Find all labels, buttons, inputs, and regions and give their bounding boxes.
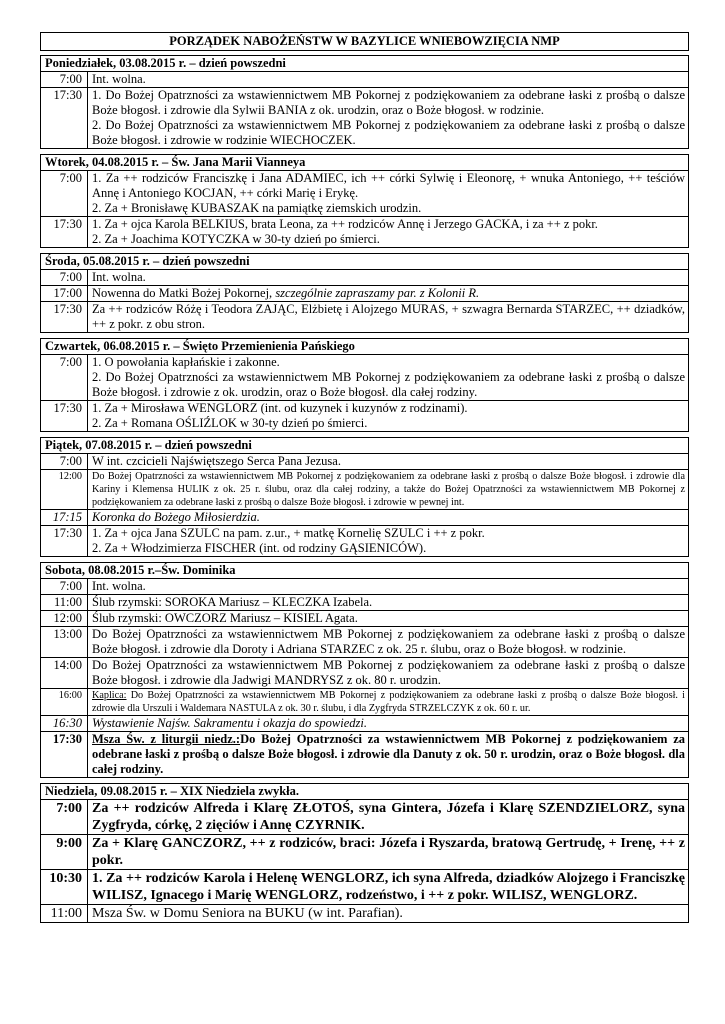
mass-time: 12:00 <box>41 470 88 509</box>
intention-line: 2. Za + Bronisławę KUBASZAK na pamiątkę ziemskich urodzin. <box>92 201 422 215</box>
mass-time: 17:30 <box>41 401 88 431</box>
intention-line: 1. Za + ojca Karola BELKIUS, brata Leona, za ++ rodziców Annę i Jerzego GACKA, i za ++ z pokr. <box>92 217 598 231</box>
intention-line: Do Bożej Opatrzności za wstawiennictwem MB Pokornej z podziękowaniem za odebrane łaski z prośbą o dalsze Boże błogosł. i zdrowie dla Kariny i Klemensa HULIK z ok. 25 r. ślubu, oraz dla całej rodziny, a także do Bożej Opatrzności za wstawiennictwem MB Pokornej z podziękowaniem za odebrane łaski z prośbą o dalsze Boże błogosł. i zdrowie w pewnej int. <box>92 471 685 508</box>
mass-intention <box>88 689 688 715</box>
day-header: Piątek, 07.08.2015 r. – dzień powszedni <box>41 438 688 454</box>
intention-line: Za ++ rodziców Różę i Teodora ZAJĄC, Elżbietę i Alojzego MURAS, + szwagra Bernarda STARZEC, ++ dziadków, ++ z pokr. z obu stron. <box>92 302 685 331</box>
day-monday <box>40 55 689 149</box>
mass-time: 7:00 <box>41 171 88 216</box>
novena-text: Nowenna do Matki Bożej Pokornej, <box>92 286 276 300</box>
intention-line: Za ++ rodziców Alfreda i Klarę ZŁOTOŚ, syna Gintera, Józefa i Klarę SZENDZIELORZ, syna Zygfryda, córkę, 2 zięciów i Annę CZYRNIK. <box>92 801 685 833</box>
intention-line: 2. Za + Joachima KOTYCZKA w 30-ty dzień po śmierci. <box>92 232 380 246</box>
mass-intention <box>88 611 688 626</box>
mass-entry <box>41 716 688 732</box>
intention-line: 1. O powołania kapłańskie i zakonne. <box>92 355 280 369</box>
intention-line: Int. wolna. <box>92 270 146 284</box>
mass-time: 17:30 <box>41 88 88 148</box>
intention-line: 1. Za ++ rodziców Franciszkę i Jana ADAMIEC, ich ++ córki Sylwię i Eleonorę, + wnuka Antoniego, ++ teściów Annę i Antoniego KOCJAN, ++ córki Marię i Erykę. <box>92 171 685 200</box>
mass-intention <box>88 658 688 688</box>
mass-entry <box>41 627 688 658</box>
intention-line: Do Bożej Opatrzności za wstawiennictwem MB Pokornej z podziękowaniem za odebrane łaski z prośbą o dalsze Boże błogosł. i zdrowie dla Urszuli i Waldemara NASTULA z ok. 30 r. ślubu, i dla Zygfryda STRZELCZYK z ok. 60 r. ur. <box>92 690 685 714</box>
mass-entry <box>41 286 688 302</box>
mass-time: 17:30 <box>41 217 88 247</box>
intention-line: 2. Do Bożej Opatrzności za wstawiennictwem MB Pokornej z podziękowaniem za odebrane łaski z prośbą o dalsze Boże błogosł. i zdrowie w rodzinie WIECHOCZEK. <box>92 118 685 147</box>
mass-intention <box>88 835 688 869</box>
mass-intention <box>88 905 688 922</box>
mass-time: 7:00 <box>41 454 88 469</box>
mass-time: 12:00 <box>41 611 88 626</box>
mass-entry <box>41 88 688 149</box>
mass-time: 16:30 <box>41 716 88 731</box>
mass-intention <box>88 526 688 556</box>
mass-intention <box>88 302 688 332</box>
mass-intention <box>88 286 688 301</box>
mass-intention <box>88 579 688 594</box>
mass-intention <box>88 217 688 247</box>
intention-line: Wystawienie Najśw. Sakramentu i okazja do spowiedzi. <box>92 716 367 730</box>
intention-line: 2. Do Bożej Opatrzności za wstawiennictwem MB Pokornej z podziękowaniem za odebrane łaski z prośbą o dalsze Boże błogosł. i zdrowie z ok. urodzin, oraz o Boże błogosł. dla całej rodziny. <box>92 370 685 399</box>
mass-time: 17:30 <box>41 302 88 332</box>
day-header: Poniedziałek, 03.08.2015 r. – dzień powszedni <box>41 56 688 72</box>
mass-entry <box>41 835 688 870</box>
mass-time: 11:00 <box>41 905 88 922</box>
sunday-liturgy-label: Msza Św. z liturgii niedz.: <box>92 732 241 746</box>
mass-entry <box>41 72 688 88</box>
mass-time: 7:00 <box>41 800 88 834</box>
schedule-document <box>40 32 689 923</box>
intention-line: 1. Do Bożej Opatrzności za wstawiennictwem MB Pokornej z podziękowaniem za odebrane łaski z prośbą o dalsze Boże błogosł. i zdrowie dla Sylwii BANIA z ok. urodzin, oraz o Boże błogosł. w rodzinie. <box>92 88 685 117</box>
day-header: Wtorek, 04.08.2015 r. – Św. Jana Marii Vianneya <box>41 155 688 171</box>
mass-intention <box>88 510 688 525</box>
intention-line: Ślub rzymski: OWCZORZ Mariusz – KISIEL Agata. <box>92 611 358 625</box>
mass-entry <box>41 401 688 432</box>
mass-entry <box>41 732 688 778</box>
mass-intention <box>88 716 688 731</box>
day-tuesday <box>40 154 689 248</box>
mass-entry <box>41 905 688 923</box>
intention-line: Za + Klarę GANCZORZ, ++ z rodziców, braci: Józefa i Ryszarda, bratową Gertrudę, + Irenę, ++ z pokr. <box>92 836 685 868</box>
mass-time: 9:00 <box>41 835 88 869</box>
intention-line: 1. Za + ojca Jana SZULC na pam. z.ur., + matkę Kornelię SZULC i ++ z pokr. <box>92 526 485 540</box>
mass-time: 7:00 <box>41 355 88 400</box>
day-saturday <box>40 562 689 778</box>
mass-entry <box>41 270 688 286</box>
intention-line: Ślub rzymski: SOROKA Mariusz – KLECZKA Izabela. <box>92 595 373 609</box>
mass-intention <box>88 470 688 509</box>
day-thursday <box>40 338 689 432</box>
day-header: Sobota, 08.08.2015 r.–Św. Dominika <box>41 563 688 579</box>
novena-invitation: szczególnie zapraszamy par. z Kolonii R. <box>275 286 480 300</box>
mass-intention <box>88 454 688 469</box>
mass-intention <box>88 401 688 431</box>
mass-time: 17:30 <box>41 732 88 777</box>
mass-entry <box>41 302 688 333</box>
day-wednesday <box>40 253 689 333</box>
mass-time: 7:00 <box>41 270 88 285</box>
mass-intention <box>88 355 688 400</box>
intention-line: 1. Za ++ rodziców Karola i Helenę WENGLORZ, ich syna Alfreda, dziadków Alojzego i Franciszkę WILISZ, Ignacego i Marię WENGLORZ, rodzeństwo, i ++ z pokr. WILISZ, WENGLORZ. <box>92 871 685 903</box>
chapel-label: Kaplica: <box>92 690 127 701</box>
mass-time: 13:00 <box>41 627 88 657</box>
day-header: Niedziela, 09.08.2015 r. – XIX Niedziela zwykła. <box>41 784 688 800</box>
mass-entry <box>41 510 688 526</box>
mass-entry <box>41 870 688 905</box>
intention-line: Int. wolna. <box>92 72 146 86</box>
intention-line: Do Bożej Opatrzności za wstawiennictwem MB Pokornej z podziękowaniem za odebrane łaski z prośbą o dalsze Boże błogosł. i zdrowie dla Danuty z ok. 50 r. urodzin, oraz o Boże błogosł. dla całej rodziny. <box>92 732 685 776</box>
mass-intention <box>88 88 688 148</box>
mass-time: 10:30 <box>41 870 88 904</box>
mass-entry <box>41 217 688 248</box>
mass-entry <box>41 658 688 689</box>
mass-intention <box>88 732 688 777</box>
mass-time: 17:00 <box>41 286 88 301</box>
mass-intention <box>88 270 688 285</box>
mass-entry <box>41 611 688 627</box>
intention-line: W int. czcicieli Najświętszego Serca Pana Jezusa. <box>92 454 341 468</box>
day-friday <box>40 437 689 557</box>
intention-line: 2. Za + Włodzimierza FISCHER (int. od rodziny GĄSIENICÓW). <box>92 541 427 555</box>
document-title: PORZĄDEK NABOŻEŃSTW W BAZYLICE WNIEBOWZIĘCIA NMP <box>40 32 689 51</box>
mass-intention <box>88 595 688 610</box>
mass-entry <box>41 689 688 716</box>
intention-line: Koronka do Bożego Miłosierdzia. <box>92 510 260 524</box>
mass-entry <box>41 454 688 470</box>
mass-intention <box>88 72 688 87</box>
mass-entry <box>41 800 688 835</box>
mass-entry <box>41 579 688 595</box>
mass-intention <box>88 171 688 216</box>
mass-time: 14:00 <box>41 658 88 688</box>
mass-entry <box>41 526 688 557</box>
mass-intention <box>88 627 688 657</box>
mass-time: 16:00 <box>41 689 88 715</box>
mass-time: 7:00 <box>41 72 88 87</box>
mass-time: 17:15 <box>41 510 88 525</box>
mass-entry <box>41 171 688 217</box>
mass-time: 11:00 <box>41 595 88 610</box>
intention-line: 1. Za + Mirosława WENGLORZ (int. od kuzynek i kuzynów z rodzinami). <box>92 401 468 415</box>
intention-line: 2. Za + Romana OŚLIŹLOK w 30-ty dzień po śmierci. <box>92 416 368 430</box>
day-header: Środa, 05.08.2015 r. – dzień powszedni <box>41 254 688 270</box>
mass-time: 7:00 <box>41 579 88 594</box>
day-header: Czwartek, 06.08.2015 r. – Święto Przemienienia Pańskiego <box>41 339 688 355</box>
mass-entry <box>41 355 688 401</box>
intention-line: Int. wolna. <box>92 579 146 593</box>
day-sunday <box>40 783 689 923</box>
intention-line: Do Bożej Opatrzności za wstawiennictwem MB Pokornej z podziękowaniem za odebrane łaski z prośbą o dalsze Boże błogosł. i zdrowie dla Doroty i Adriana STARZEC z ok. 25 r. ślubu, oraz o Boże błogosł. w rodzinie. <box>92 627 685 656</box>
intention-line: Do Bożej Opatrzności za wstawiennictwem MB Pokornej z podziękowaniem za odebrane łaski z prośbą o dalsze Boże błogosł. i zdrowie dla Jadwigi MANDRYSZ z ok. 80 r. urodzin. <box>92 658 685 687</box>
mass-entry <box>41 470 688 510</box>
intention-line: Msza Św. w Domu Seniora na BUKU (w int. Parafian). <box>92 906 403 921</box>
mass-time: 17:30 <box>41 526 88 556</box>
mass-intention <box>88 800 688 834</box>
mass-entry <box>41 595 688 611</box>
mass-intention <box>88 870 688 904</box>
